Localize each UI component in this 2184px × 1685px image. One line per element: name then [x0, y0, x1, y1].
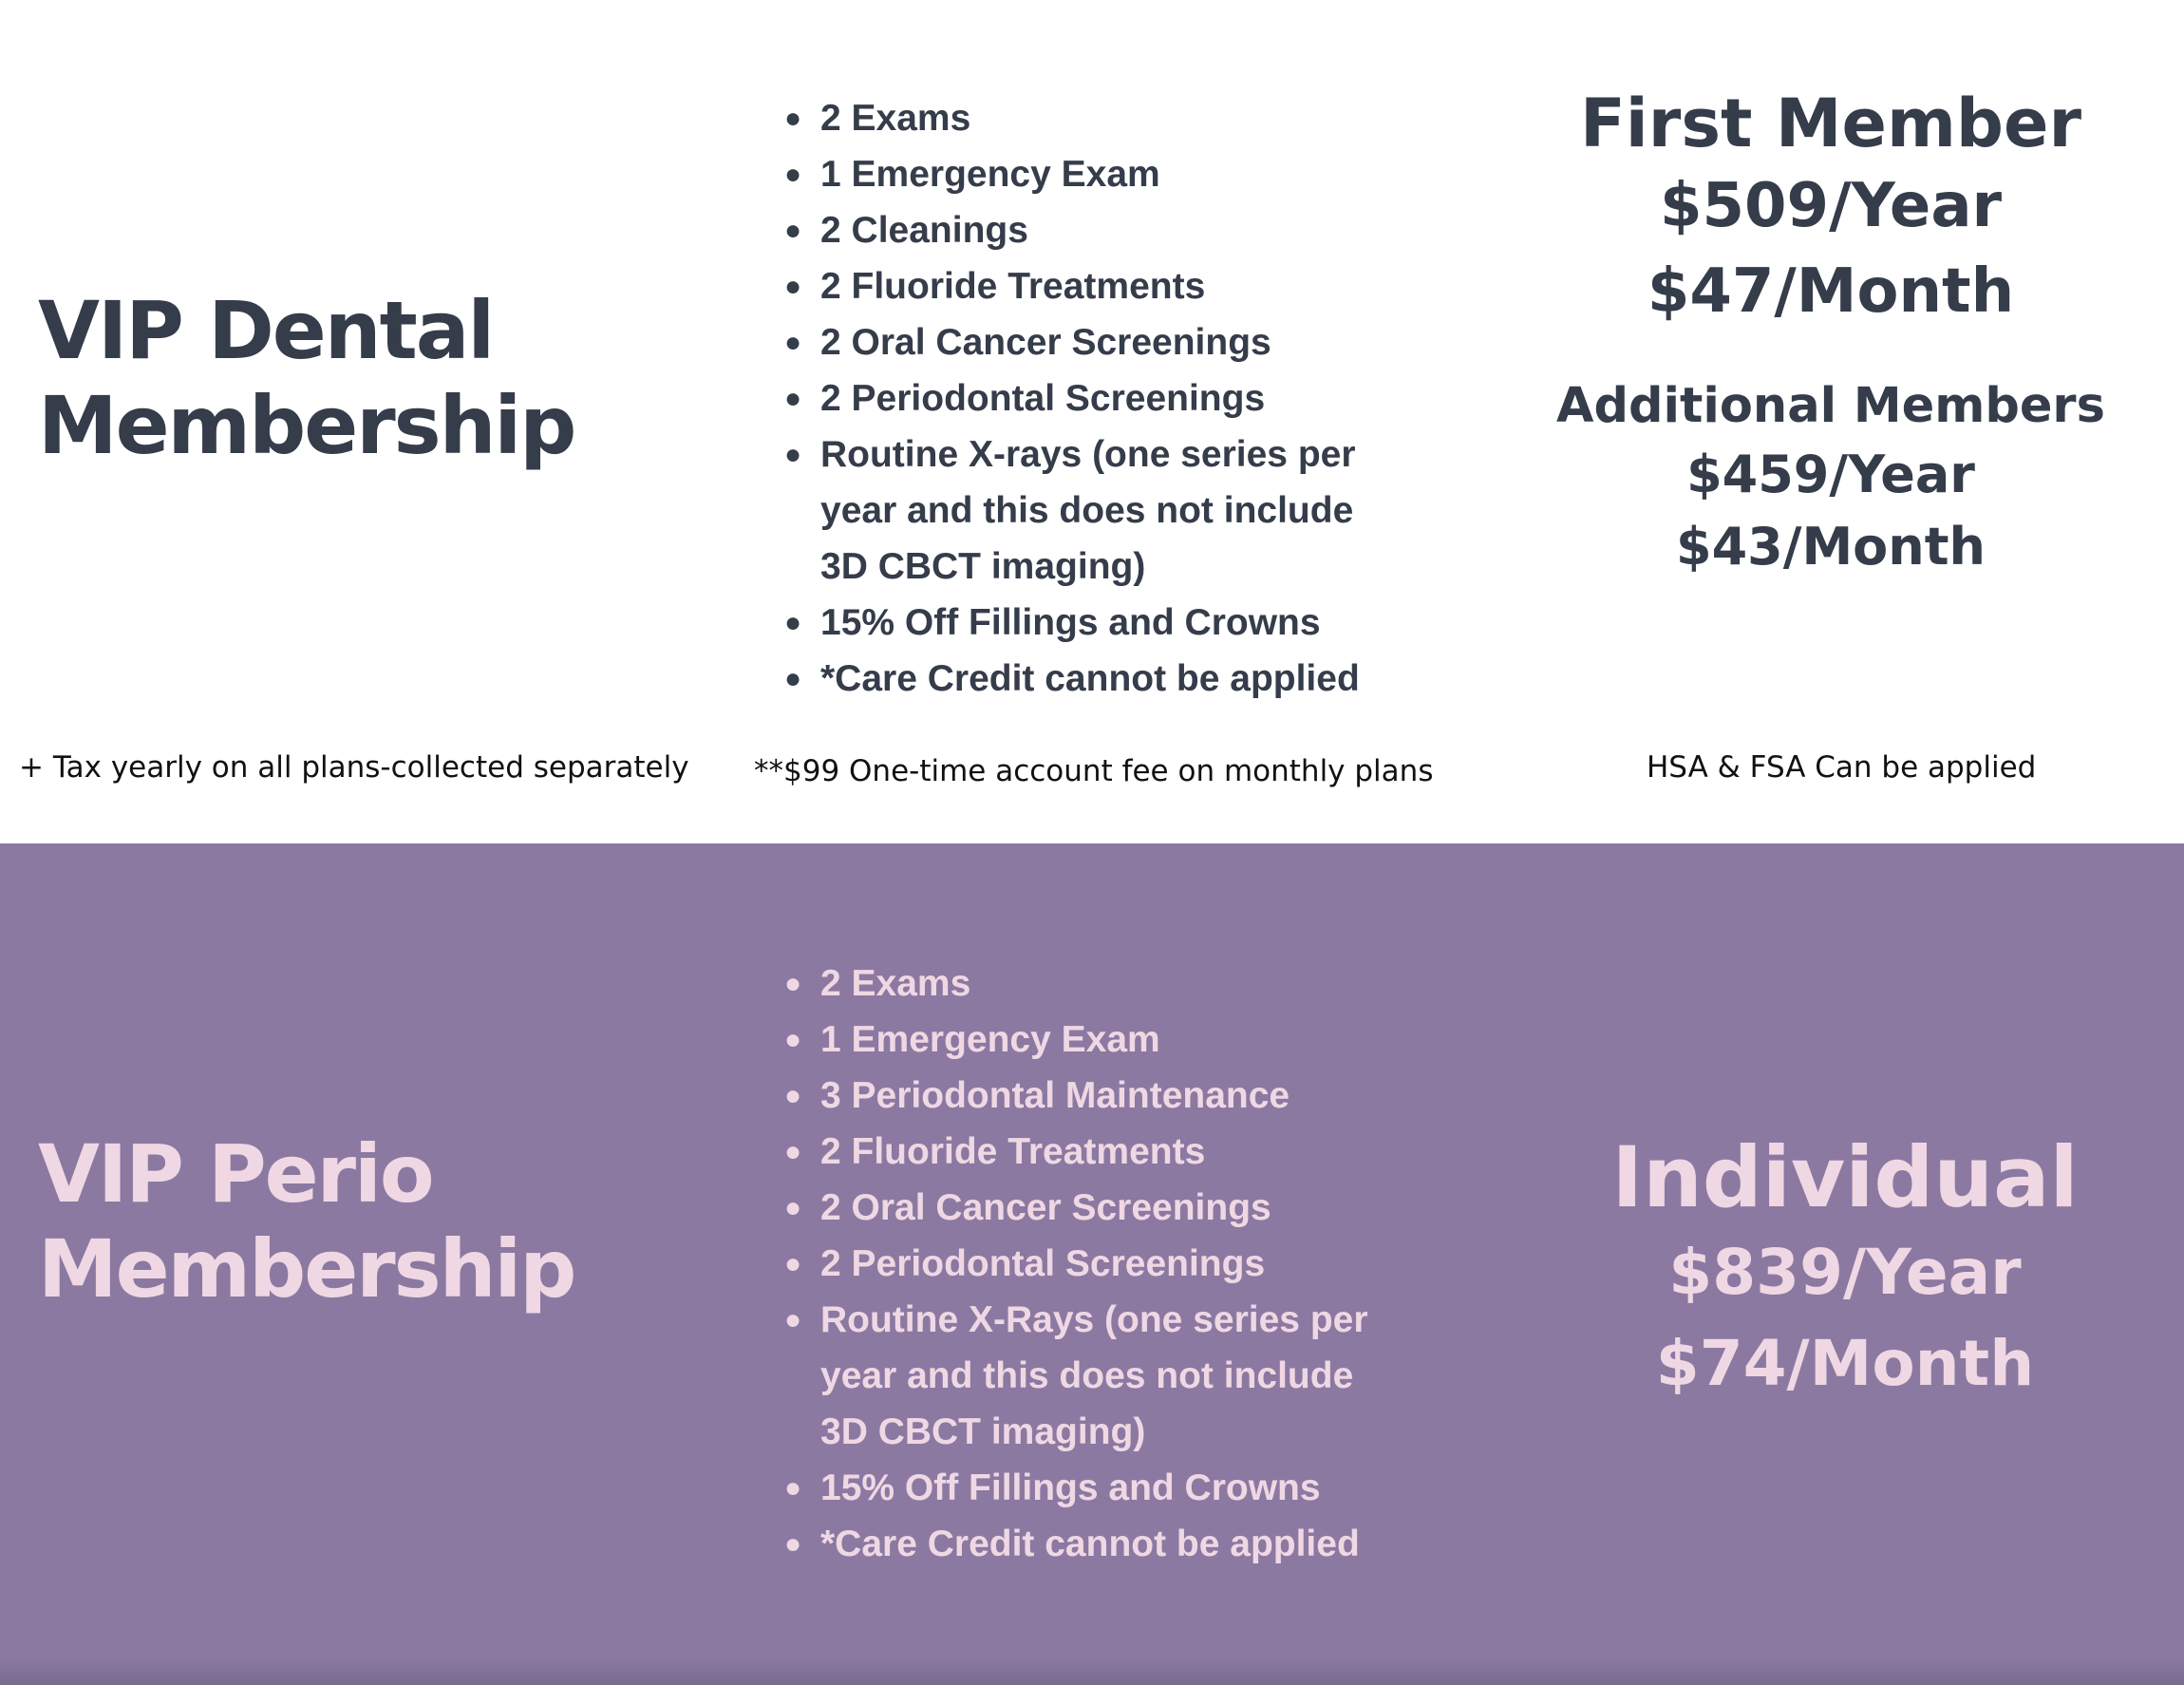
- benefit-text: 2 Periodontal Screenings: [820, 378, 1266, 419]
- list-item: [779, 1460, 1390, 1516]
- vip-perio-section: [0, 843, 2184, 1685]
- bullet-icon: ●: [784, 1024, 802, 1055]
- bullet-icon: ●: [784, 1304, 802, 1335]
- benefit-text: 2 Exams: [820, 98, 971, 139]
- bullet-icon: ●: [784, 327, 802, 358]
- perio-plan-title: [38, 1126, 574, 1316]
- benefit-text: Routine X-rays (one series per year and this does not include 3D CBCT imaging): [820, 434, 1356, 587]
- benefit-text: 3 Periodontal Maintenance: [820, 1075, 1290, 1116]
- list-item: [779, 1068, 1390, 1124]
- list-item: [779, 1236, 1390, 1292]
- list-item: [779, 314, 1390, 370]
- first-member-yearly-price: $509/Year: [1659, 171, 2003, 241]
- first-member-monthly-price: $47/Month: [1647, 256, 2015, 327]
- bullet-icon: ●: [784, 1248, 802, 1279]
- benefit-text: 15% Off Fillings and Crowns: [820, 602, 1321, 643]
- bullet-icon: ●: [784, 215, 802, 246]
- list-item: [779, 258, 1390, 314]
- list-item: [779, 426, 1390, 595]
- perio-title-line2: Membership: [38, 1222, 575, 1316]
- perio-pricing: [1519, 1128, 2171, 1410]
- benefit-text: 2 Oral Cancer Screenings: [820, 1187, 1271, 1228]
- benefit-text: Routine X-Rays (one series per year and this does not include 3D CBCT imaging): [820, 1299, 1368, 1452]
- benefit-text: 15% Off Fillings and Crowns: [820, 1467, 1321, 1508]
- first-member-heading: First Member: [1579, 85, 2081, 162]
- bullet-icon: ●: [784, 159, 802, 190]
- tax-footnote: + Tax yearly on all plans-collected separately: [19, 750, 689, 785]
- individual-heading: Individual: [1611, 1128, 2079, 1226]
- benefit-text: 1 Emergency Exam: [820, 154, 1160, 195]
- bullet-icon: ●: [784, 663, 802, 694]
- list-item: [779, 1012, 1390, 1068]
- bullet-icon: ●: [784, 1192, 802, 1223]
- bottom-shadow: [0, 1657, 2184, 1685]
- bullet-icon: ●: [784, 1528, 802, 1560]
- dental-title-line2: Membership: [38, 379, 575, 472]
- benefit-text: 2 Periodontal Screenings: [820, 1243, 1266, 1284]
- additional-members-monthly-price: $43/Month: [1676, 517, 1986, 577]
- bullet-icon: ●: [784, 383, 802, 414]
- dental-pricing: [1519, 84, 2142, 583]
- additional-members-heading: Additional Members: [1556, 378, 2105, 434]
- dental-plan-title: [38, 283, 574, 473]
- bullet-icon: ●: [784, 1472, 802, 1504]
- benefit-text: *Care Credit cannot be applied: [820, 1524, 1360, 1564]
- dental-title-line1: VIP Dental: [38, 284, 494, 377]
- hsa-fsa-footnote: HSA & FSA Can be applied: [1647, 750, 2037, 785]
- individual-yearly-price: $839/Year: [1668, 1236, 2022, 1309]
- bullet-icon: ●: [784, 1080, 802, 1111]
- list-item: [779, 1124, 1390, 1180]
- individual-monthly-price: $74/Month: [1655, 1327, 2035, 1400]
- benefit-text: 2 Exams: [820, 963, 971, 1004]
- list-item: [779, 1516, 1390, 1572]
- bullet-icon: ●: [784, 103, 802, 134]
- benefit-text: 2 Cleanings: [820, 210, 1028, 251]
- dental-benefits-list: [779, 90, 1390, 707]
- perio-benefits-list: [779, 956, 1390, 1572]
- additional-members-yearly-price: $459/Year: [1686, 445, 1975, 504]
- benefit-text: 2 Fluoride Treatments: [820, 266, 1206, 307]
- list-item: [779, 202, 1390, 258]
- benefit-text: 2 Oral Cancer Screenings: [820, 322, 1271, 363]
- list-item: [779, 595, 1390, 651]
- list-item: [779, 90, 1390, 146]
- benefit-text: 2 Fluoride Treatments: [820, 1131, 1206, 1172]
- bullet-icon: ●: [784, 1136, 802, 1167]
- bullet-icon: ●: [784, 968, 802, 999]
- bullet-icon: ●: [784, 271, 802, 302]
- list-item: [779, 651, 1390, 707]
- list-item: [779, 1292, 1390, 1460]
- benefit-text: 1 Emergency Exam: [820, 1019, 1160, 1060]
- list-item: [779, 956, 1390, 1012]
- list-item: [779, 146, 1390, 202]
- perio-title-line1: VIP Perio: [38, 1127, 433, 1221]
- list-item: [779, 1180, 1390, 1236]
- list-item: [779, 370, 1390, 426]
- bullet-icon: ●: [784, 439, 802, 470]
- bullet-icon: ●: [784, 607, 802, 638]
- benefit-text: *Care Credit cannot be applied: [820, 658, 1360, 699]
- account-fee-footnote: **$99 One-time account fee on monthly plans: [754, 754, 1434, 788]
